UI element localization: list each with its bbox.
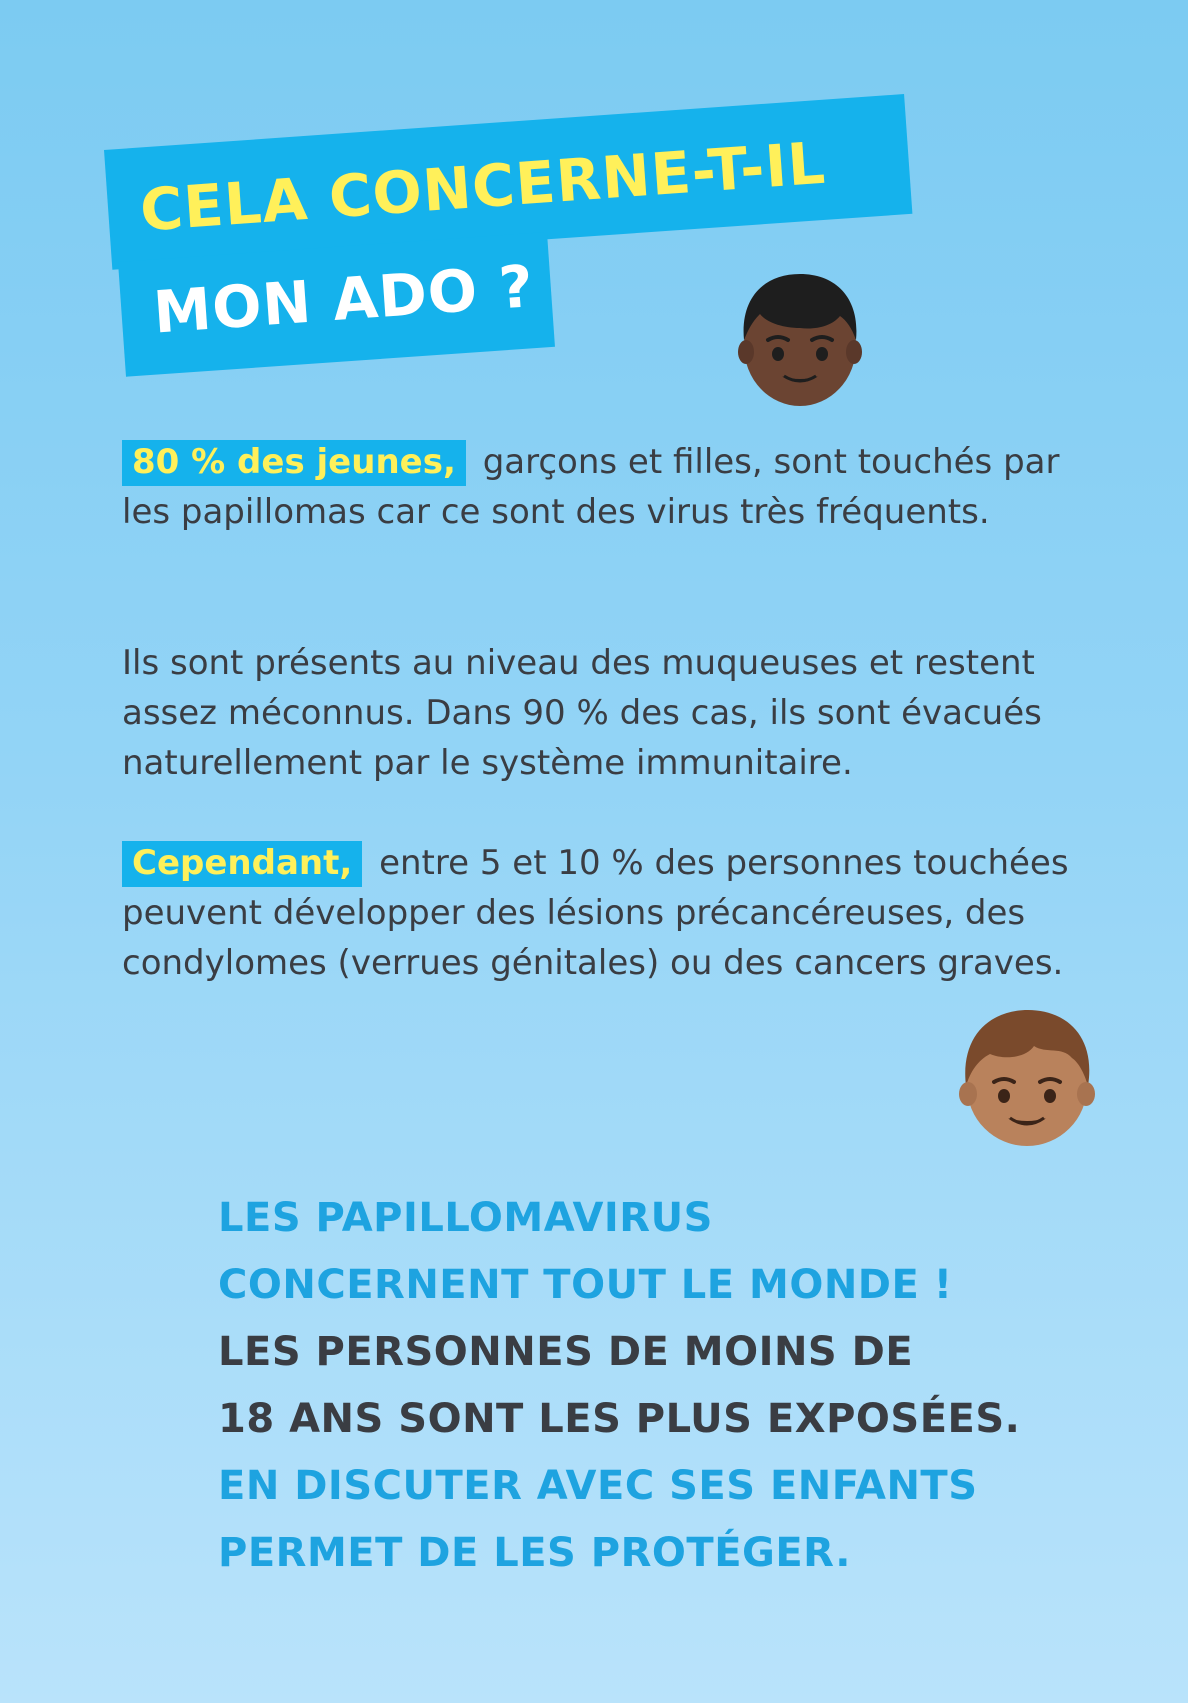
highlight-cependant: Cependant, — [122, 841, 362, 887]
conclusion-line-1: LES PAPILLOMAVIRUS — [218, 1195, 713, 1241]
conclusion-block — [218, 1185, 1118, 1587]
paragraph-1-text: garçons et filles, sont touchés par les papillomas car ce sont des virus très fréquents. — [122, 442, 1060, 532]
title-block — [0, 0, 1188, 420]
conclusion-line-2: CONCERNENT TOUT LE MONDE ! — [218, 1262, 953, 1308]
paragraph-2 — [122, 638, 1112, 788]
paragraph-3-text: entre 5 et 10 % des personnes touchées peuvent développer des lésions précancéreuses, des condylomes (verrues génitales) ou des cancers graves. — [122, 843, 1069, 983]
title-line-2: MON ADO ? — [151, 252, 537, 347]
conclusion-line-3: LES PERSONNES DE MOINS DE — [218, 1329, 914, 1375]
conclusion-line-6: PERMET DE LES PROTÉGER. — [218, 1530, 851, 1576]
highlight-80-percent: 80 % des jeunes, — [122, 440, 466, 486]
boy-dark-skin-icon — [736, 268, 864, 408]
title-line-1: CELA CONCERNE-T-IL — [137, 128, 828, 245]
child-medium-skin-icon — [954, 1006, 1100, 1150]
paragraph-2-text: Ils sont présents au niveau des muqueuses et restent assez méconnus. Dans 90 % des cas, ils sont évacués naturellement par le système immunitaire. — [122, 643, 1042, 783]
paragraph-1 — [122, 437, 1112, 537]
paragraph-3 — [122, 838, 1112, 988]
conclusion-line-5: EN DISCUTER AVEC SES ENFANTS — [218, 1463, 978, 1509]
conclusion-line-4: 18 ANS SONT LES PLUS EXPOSÉES. — [218, 1396, 1021, 1442]
